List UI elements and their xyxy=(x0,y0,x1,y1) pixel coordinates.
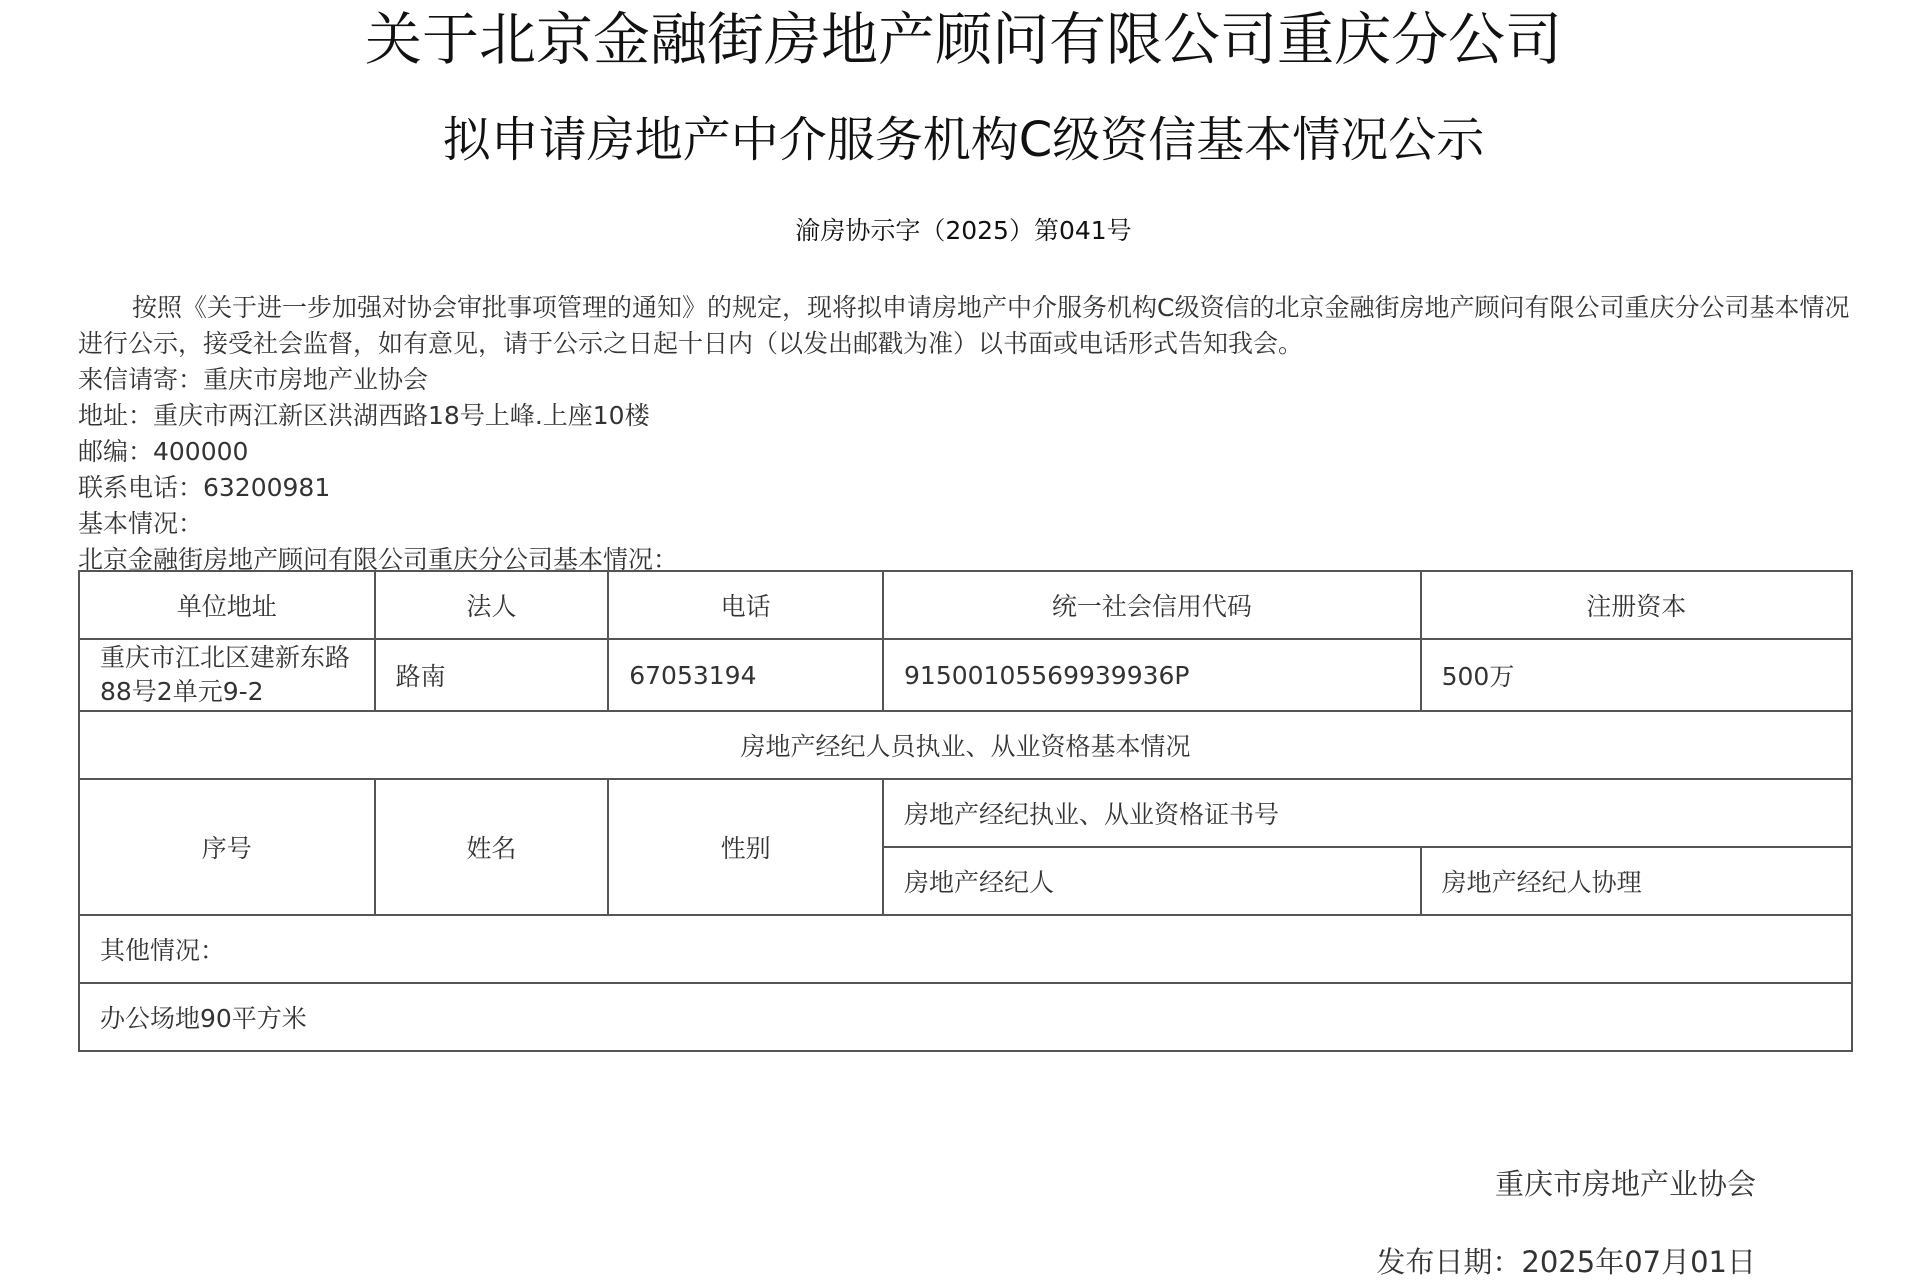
page-subtitle: 拟申请房地产中介服务机构C级资信基本情况公示 xyxy=(442,112,1485,168)
header-capital: 注册资本 xyxy=(1421,571,1852,639)
header-name: 姓名 xyxy=(375,779,609,915)
agents-header-row xyxy=(79,779,1852,847)
announcement-body xyxy=(78,290,1853,578)
agents-section-title: 房地产经纪人员执业、从业资格基本情况 xyxy=(79,711,1852,779)
header-credit-code: 统一社会信用代码 xyxy=(883,571,1421,639)
header-seq: 序号 xyxy=(79,779,375,915)
header-address: 单位地址 xyxy=(79,571,375,639)
document-number: 渝房协示字（2025）第041号 xyxy=(795,216,1132,245)
announcement-paragraph: 按照《关于进一步加强对协会审批事项管理的通知》的规定，现将拟申请房地产中介服务机构C级资信的北京金融街房地产顾问有限公司重庆分公司基本情况进行公示，接受社会监督，如有意见，请于公示之日起十日内（以发出邮戳为准）以书面或电话形式告知我会。 xyxy=(78,293,1850,358)
header-legal-person: 法人 xyxy=(375,571,609,639)
company-info-table xyxy=(78,570,1853,1052)
cell-phone: 67053194 xyxy=(608,639,883,711)
table-row xyxy=(79,639,1852,711)
other-info-value: 办公场地90平方米 xyxy=(79,983,1852,1051)
header-cert-number: 房地产经纪执业、从业资格证书号 xyxy=(883,779,1852,847)
mail-to-line: 来信请寄：重庆市房地产业协会 xyxy=(78,365,429,394)
cell-credit-code: 91500105569939936P xyxy=(883,639,1421,711)
cell-legal-person: 路南 xyxy=(375,639,609,711)
header-gender: 性别 xyxy=(608,779,883,915)
cell-address: 重庆市江北区建新东路88号2单元9-2 xyxy=(79,639,375,711)
other-value-row xyxy=(79,983,1852,1051)
issuing-organization: 重庆市房地产业协会 xyxy=(1494,1167,1756,1201)
basic-info-label: 基本情况： xyxy=(78,509,204,538)
page-title: 关于北京金融街房地产顾问有限公司重庆分公司 xyxy=(365,7,1562,73)
company-info-label: 北京金融街房地产顾问有限公司重庆分公司基本情况： xyxy=(78,545,679,574)
header-agent-assistant: 房地产经纪人协理 xyxy=(1421,847,1852,915)
header-phone: 电话 xyxy=(608,571,883,639)
publish-date: 发布日期：2025年07月01日 xyxy=(1376,1245,1756,1279)
postcode-line: 邮编：400000 xyxy=(78,437,249,466)
phone-line: 联系电话：63200981 xyxy=(78,473,331,502)
other-label-row xyxy=(79,915,1852,983)
header-agent: 房地产经纪人 xyxy=(883,847,1421,915)
address-line: 地址：重庆市两江新区洪湖西路18号上峰.上座10楼 xyxy=(78,401,650,430)
other-info-label: 其他情况： xyxy=(79,915,1852,983)
table-header-row xyxy=(79,571,1852,639)
cell-capital: 500万 xyxy=(1421,639,1852,711)
agents-section-row xyxy=(79,711,1852,779)
